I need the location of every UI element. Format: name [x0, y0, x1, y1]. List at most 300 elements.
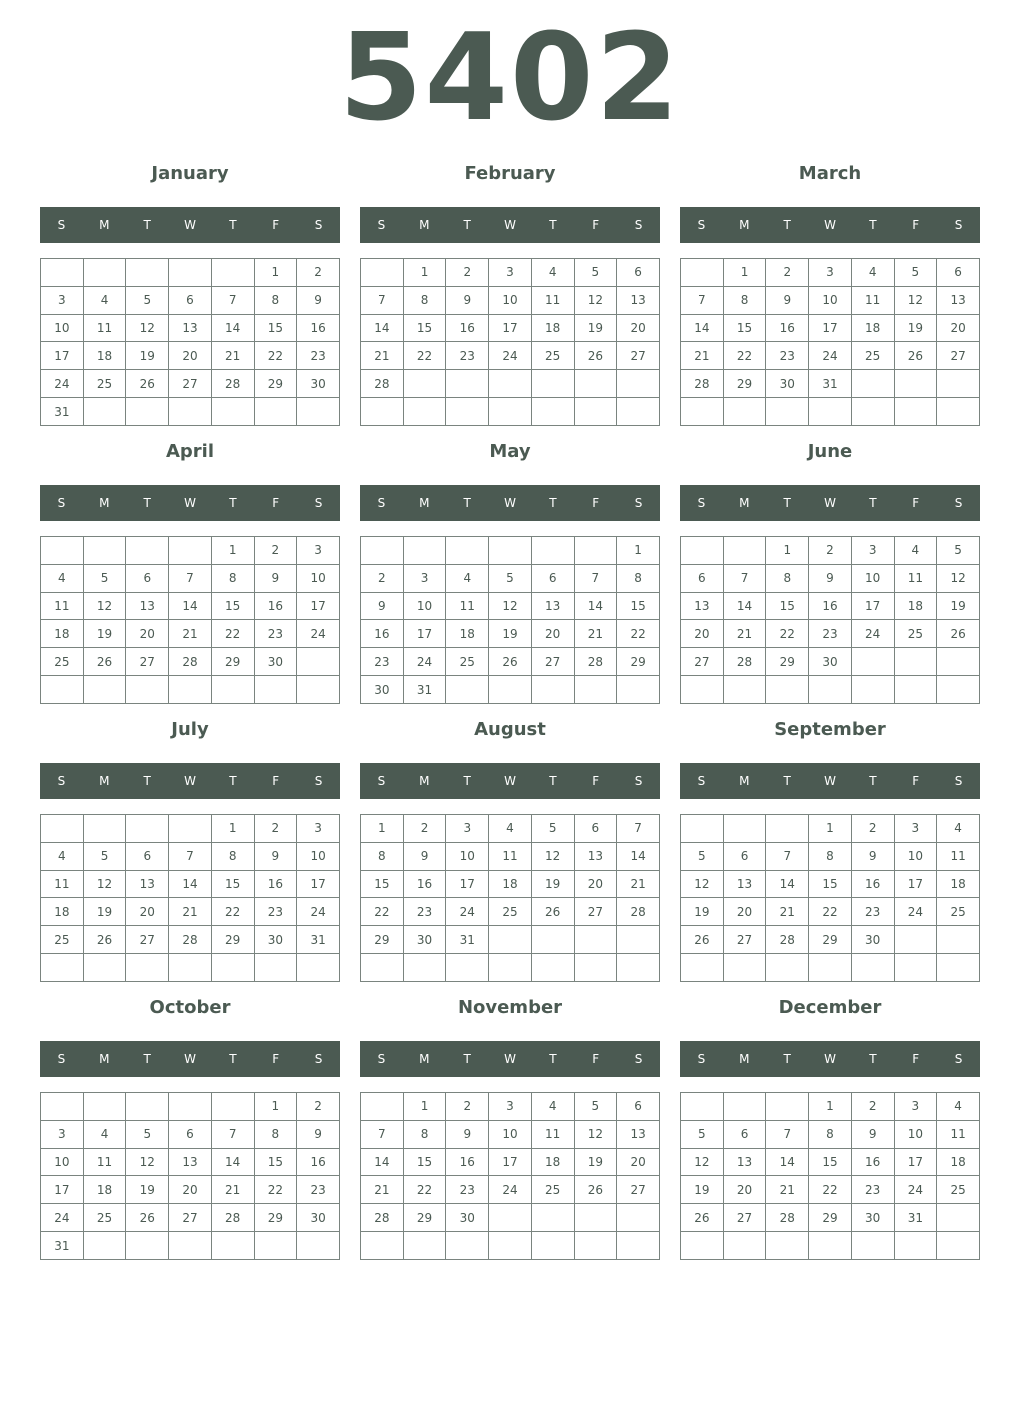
day-cell: 1	[766, 537, 809, 565]
day-cell	[723, 537, 766, 565]
day-grid	[360, 536, 660, 704]
day-cell: 18	[894, 592, 937, 620]
day-cell: 9	[851, 1120, 894, 1148]
weekday-label: T	[869, 1052, 877, 1066]
day-cell: 20	[617, 314, 660, 342]
day-cell: 28	[211, 370, 254, 398]
week-row	[681, 676, 980, 704]
day-cell: 21	[169, 898, 212, 926]
month-title: October	[149, 997, 231, 1018]
day-cell: 5	[126, 286, 169, 314]
day-cell: 22	[723, 342, 766, 370]
day-cell: 4	[41, 842, 84, 870]
day-cell	[126, 815, 169, 843]
day-cell	[489, 954, 532, 982]
day-cell: 14	[211, 1148, 254, 1176]
week-row	[41, 592, 340, 620]
day-cell: 2	[766, 259, 809, 287]
day-cell: 29	[361, 926, 404, 954]
weekday-label: T	[143, 218, 151, 232]
day-cell	[723, 676, 766, 704]
day-cell	[83, 676, 126, 704]
weekday-label: S	[954, 774, 963, 788]
day-cell: 22	[403, 342, 446, 370]
day-cell: 29	[809, 926, 852, 954]
day-cell	[297, 1232, 340, 1260]
month-title: November	[457, 997, 563, 1018]
day-cell: 8	[403, 286, 446, 314]
week-row	[41, 286, 340, 314]
day-cell: 1	[723, 259, 766, 287]
weekday-header	[360, 763, 660, 799]
weekday-label: F	[592, 1052, 600, 1066]
day-cell	[851, 648, 894, 676]
day-cell: 28	[681, 370, 724, 398]
weekday-header	[40, 485, 340, 521]
day-cell: 3	[41, 1120, 84, 1148]
day-cell: 12	[531, 842, 574, 870]
day-cell: 30	[361, 676, 404, 704]
week-row	[41, 1232, 340, 1260]
day-cell: 14	[211, 314, 254, 342]
day-cell	[403, 370, 446, 398]
day-cell: 9	[254, 842, 297, 870]
day-cell	[169, 398, 212, 426]
day-cell: 23	[851, 1176, 894, 1204]
day-cell: 13	[617, 1120, 660, 1148]
day-cell: 24	[446, 898, 489, 926]
day-cell: 16	[297, 314, 340, 342]
day-cell	[126, 537, 169, 565]
day-cell: 15	[254, 1148, 297, 1176]
day-cell: 28	[169, 926, 212, 954]
day-cell: 2	[851, 815, 894, 843]
day-cell: 30	[254, 926, 297, 954]
day-cell: 5	[894, 259, 937, 287]
day-grid	[40, 536, 340, 704]
day-cell: 18	[937, 870, 980, 898]
weekday-label: M	[419, 1052, 430, 1066]
day-cell: 7	[169, 564, 212, 592]
week-row	[41, 898, 340, 926]
day-cell: 13	[723, 870, 766, 898]
day-cell	[211, 398, 254, 426]
day-cell: 25	[937, 1176, 980, 1204]
day-cell: 16	[297, 1148, 340, 1176]
day-cell: 9	[361, 592, 404, 620]
day-cell	[851, 954, 894, 982]
month-title: August	[474, 719, 546, 740]
day-cell: 5	[937, 537, 980, 565]
day-cell: 30	[297, 370, 340, 398]
day-cell: 13	[617, 286, 660, 314]
weekday-label: S	[954, 496, 963, 510]
day-cell: 21	[766, 898, 809, 926]
week-row	[361, 342, 660, 370]
day-cell: 2	[446, 259, 489, 287]
day-cell: 7	[574, 564, 617, 592]
day-cell: 17	[297, 592, 340, 620]
weekday-label: S	[57, 774, 66, 788]
day-cell: 4	[937, 815, 980, 843]
day-cell	[126, 398, 169, 426]
day-cell: 17	[851, 592, 894, 620]
day-cell: 14	[361, 1148, 404, 1176]
day-cell: 19	[83, 620, 126, 648]
day-cell: 28	[723, 648, 766, 676]
day-cell: 2	[254, 537, 297, 565]
day-cell: 25	[851, 342, 894, 370]
weekday-label: M	[99, 1052, 110, 1066]
day-cell: 20	[126, 898, 169, 926]
weekday-label: W	[184, 218, 196, 232]
day-cell	[531, 926, 574, 954]
day-cell: 2	[297, 259, 340, 287]
day-cell: 28	[361, 1204, 404, 1232]
day-cell: 1	[403, 259, 446, 287]
day-cell: 5	[681, 842, 724, 870]
day-cell: 17	[297, 870, 340, 898]
day-cell: 16	[361, 620, 404, 648]
week-row	[681, 620, 980, 648]
day-cell: 6	[937, 259, 980, 287]
day-cell: 15	[254, 314, 297, 342]
day-cell: 6	[574, 815, 617, 843]
day-cell	[894, 1232, 937, 1260]
weekday-label: M	[739, 218, 750, 232]
day-cell: 7	[766, 842, 809, 870]
day-cell: 7	[211, 286, 254, 314]
day-cell: 7	[169, 842, 212, 870]
weekday-label: T	[229, 1052, 237, 1066]
day-cell: 25	[489, 898, 532, 926]
day-cell	[361, 259, 404, 287]
day-cell: 26	[126, 1204, 169, 1232]
day-cell: 21	[574, 620, 617, 648]
day-cell	[531, 954, 574, 982]
day-cell: 4	[531, 1093, 574, 1121]
day-cell: 29	[254, 370, 297, 398]
day-cell: 24	[41, 370, 84, 398]
week-row	[41, 815, 340, 843]
day-cell: 31	[41, 1232, 84, 1260]
day-cell	[126, 1232, 169, 1260]
day-cell: 7	[681, 286, 724, 314]
weekday-header	[360, 485, 660, 521]
day-cell: 11	[83, 1148, 126, 1176]
day-cell: 24	[489, 342, 532, 370]
day-cell: 16	[446, 1148, 489, 1176]
weekday-header	[680, 207, 980, 243]
day-cell: 6	[723, 842, 766, 870]
day-cell	[403, 954, 446, 982]
day-cell	[617, 370, 660, 398]
weekday-header	[680, 1041, 980, 1077]
weekday-label: F	[912, 1052, 920, 1066]
week-row	[681, 1204, 980, 1232]
day-cell: 22	[254, 1176, 297, 1204]
day-cell	[851, 398, 894, 426]
day-cell	[531, 537, 574, 565]
day-cell	[41, 259, 84, 287]
week-row	[681, 286, 980, 314]
day-cell: 18	[83, 342, 126, 370]
day-cell: 27	[937, 342, 980, 370]
day-cell: 21	[211, 1176, 254, 1204]
day-cell	[937, 926, 980, 954]
week-row	[681, 537, 980, 565]
day-cell: 23	[851, 898, 894, 926]
day-cell: 20	[937, 314, 980, 342]
day-cell: 22	[254, 342, 297, 370]
day-cell: 17	[894, 1148, 937, 1176]
day-cell: 29	[211, 926, 254, 954]
day-grid	[680, 814, 980, 982]
day-cell: 7	[211, 1120, 254, 1148]
day-cell: 19	[574, 1148, 617, 1176]
day-cell	[766, 398, 809, 426]
week-row	[41, 926, 340, 954]
day-cell: 30	[766, 370, 809, 398]
week-row	[361, 842, 660, 870]
day-cell: 8	[211, 564, 254, 592]
day-cell	[894, 648, 937, 676]
day-grid	[40, 814, 340, 982]
day-cell: 18	[446, 620, 489, 648]
day-cell: 18	[41, 898, 84, 926]
day-cell	[83, 815, 126, 843]
day-cell: 14	[766, 1148, 809, 1176]
day-cell	[681, 954, 724, 982]
day-cell: 24	[851, 620, 894, 648]
day-cell: 31	[297, 926, 340, 954]
weekday-label: T	[463, 774, 471, 788]
week-row	[361, 926, 660, 954]
day-cell	[681, 537, 724, 565]
day-cell: 10	[41, 1148, 84, 1176]
day-cell: 10	[446, 842, 489, 870]
day-cell: 18	[531, 314, 574, 342]
weekday-label: T	[143, 1052, 151, 1066]
day-cell	[254, 398, 297, 426]
day-cell: 21	[681, 342, 724, 370]
day-cell: 22	[211, 620, 254, 648]
day-cell: 1	[403, 1093, 446, 1121]
day-cell: 15	[403, 1148, 446, 1176]
month-title: December	[778, 997, 882, 1018]
day-cell	[937, 398, 980, 426]
day-cell: 24	[297, 620, 340, 648]
day-cell: 17	[403, 620, 446, 648]
day-cell: 26	[574, 1176, 617, 1204]
day-cell: 29	[617, 648, 660, 676]
day-cell: 21	[766, 1176, 809, 1204]
weekday-label: M	[739, 496, 750, 510]
day-cell: 19	[574, 314, 617, 342]
weekday-label: S	[314, 1052, 323, 1066]
weekday-label: T	[463, 496, 471, 510]
week-row	[361, 870, 660, 898]
day-cell	[766, 815, 809, 843]
weekday-label: M	[419, 496, 430, 510]
day-cell: 23	[403, 898, 446, 926]
weekday-label: W	[184, 774, 196, 788]
day-cell: 1	[809, 1093, 852, 1121]
weekday-label: S	[377, 774, 386, 788]
day-cell: 11	[41, 592, 84, 620]
weekday-label: S	[634, 1052, 643, 1066]
day-cell	[723, 398, 766, 426]
day-cell: 11	[83, 314, 126, 342]
day-cell	[297, 954, 340, 982]
weekday-label: M	[739, 774, 750, 788]
weekday-label: T	[549, 774, 557, 788]
weekday-label: S	[377, 1052, 386, 1066]
week-row	[361, 648, 660, 676]
week-row	[41, 537, 340, 565]
weekday-label: M	[739, 1052, 750, 1066]
day-cell: 22	[809, 1176, 852, 1204]
day-grid	[680, 258, 980, 426]
day-cell: 25	[894, 620, 937, 648]
day-cell	[894, 954, 937, 982]
day-cell: 2	[403, 815, 446, 843]
day-cell: 11	[937, 842, 980, 870]
day-cell: 3	[403, 564, 446, 592]
day-cell: 2	[297, 1093, 340, 1121]
day-cell: 23	[446, 1176, 489, 1204]
week-row	[41, 564, 340, 592]
month-title: February	[464, 163, 556, 184]
day-cell: 2	[851, 1093, 894, 1121]
day-cell	[531, 370, 574, 398]
day-cell	[126, 259, 169, 287]
weekday-label: F	[272, 1052, 280, 1066]
week-row	[361, 1204, 660, 1232]
day-cell: 24	[297, 898, 340, 926]
day-cell: 1	[617, 537, 660, 565]
day-cell	[489, 926, 532, 954]
day-cell: 26	[489, 648, 532, 676]
day-cell: 4	[937, 1093, 980, 1121]
day-grid	[680, 1092, 980, 1260]
weekday-label: T	[869, 218, 877, 232]
week-row	[41, 1176, 340, 1204]
day-cell: 26	[681, 1204, 724, 1232]
day-cell	[446, 676, 489, 704]
week-row	[41, 870, 340, 898]
weekday-label: T	[143, 774, 151, 788]
day-cell	[617, 676, 660, 704]
day-cell: 12	[489, 592, 532, 620]
day-cell: 7	[361, 1120, 404, 1148]
day-cell	[126, 676, 169, 704]
day-cell: 30	[403, 926, 446, 954]
weekday-label: W	[824, 218, 836, 232]
day-grid	[360, 814, 660, 982]
day-cell	[446, 398, 489, 426]
weekday-label: F	[912, 218, 920, 232]
weekday-label: T	[783, 218, 791, 232]
day-cell	[894, 676, 937, 704]
day-cell: 20	[126, 620, 169, 648]
day-cell	[617, 954, 660, 982]
day-cell: 6	[723, 1120, 766, 1148]
weekday-header	[40, 207, 340, 243]
day-cell	[169, 815, 212, 843]
day-cell: 19	[83, 898, 126, 926]
day-cell: 12	[894, 286, 937, 314]
day-cell: 4	[83, 286, 126, 314]
day-cell: 22	[361, 898, 404, 926]
month-title: June	[807, 441, 853, 462]
weekday-label: T	[869, 496, 877, 510]
day-cell	[489, 676, 532, 704]
weekday-label: S	[697, 774, 706, 788]
day-cell	[574, 370, 617, 398]
day-cell: 17	[489, 314, 532, 342]
day-cell: 4	[83, 1120, 126, 1148]
week-row	[361, 1093, 660, 1121]
day-cell: 11	[851, 286, 894, 314]
day-cell: 15	[403, 314, 446, 342]
day-cell: 9	[766, 286, 809, 314]
day-cell	[361, 1232, 404, 1260]
day-cell: 8	[254, 286, 297, 314]
day-cell: 4	[489, 815, 532, 843]
day-grid	[40, 258, 340, 426]
day-cell	[851, 1232, 894, 1260]
day-cell: 27	[531, 648, 574, 676]
day-cell: 12	[937, 564, 980, 592]
day-cell: 18	[83, 1176, 126, 1204]
week-row	[361, 1232, 660, 1260]
week-row	[361, 370, 660, 398]
day-cell	[126, 1093, 169, 1121]
day-cell: 16	[766, 314, 809, 342]
day-cell: 12	[681, 1148, 724, 1176]
day-cell: 17	[41, 1176, 84, 1204]
day-cell: 20	[681, 620, 724, 648]
day-cell: 25	[446, 648, 489, 676]
day-cell: 19	[937, 592, 980, 620]
week-row	[41, 954, 340, 982]
day-cell: 30	[809, 648, 852, 676]
weekday-label: T	[229, 774, 237, 788]
weekday-label: T	[869, 774, 877, 788]
day-cell: 13	[574, 842, 617, 870]
weekday-label: T	[549, 218, 557, 232]
day-cell: 26	[681, 926, 724, 954]
weekday-label: S	[314, 496, 323, 510]
day-cell	[403, 1232, 446, 1260]
weekday-label: F	[592, 496, 600, 510]
day-cell: 13	[169, 1148, 212, 1176]
day-cell	[83, 259, 126, 287]
weekday-label: W	[504, 774, 516, 788]
day-cell: 9	[403, 842, 446, 870]
weekday-label: T	[783, 496, 791, 510]
day-cell	[574, 954, 617, 982]
week-row	[41, 398, 340, 426]
day-cell: 14	[723, 592, 766, 620]
day-cell: 11	[41, 870, 84, 898]
day-cell: 13	[169, 314, 212, 342]
week-row	[361, 898, 660, 926]
day-cell: 14	[574, 592, 617, 620]
weekday-label: S	[697, 1052, 706, 1066]
day-cell: 11	[531, 286, 574, 314]
